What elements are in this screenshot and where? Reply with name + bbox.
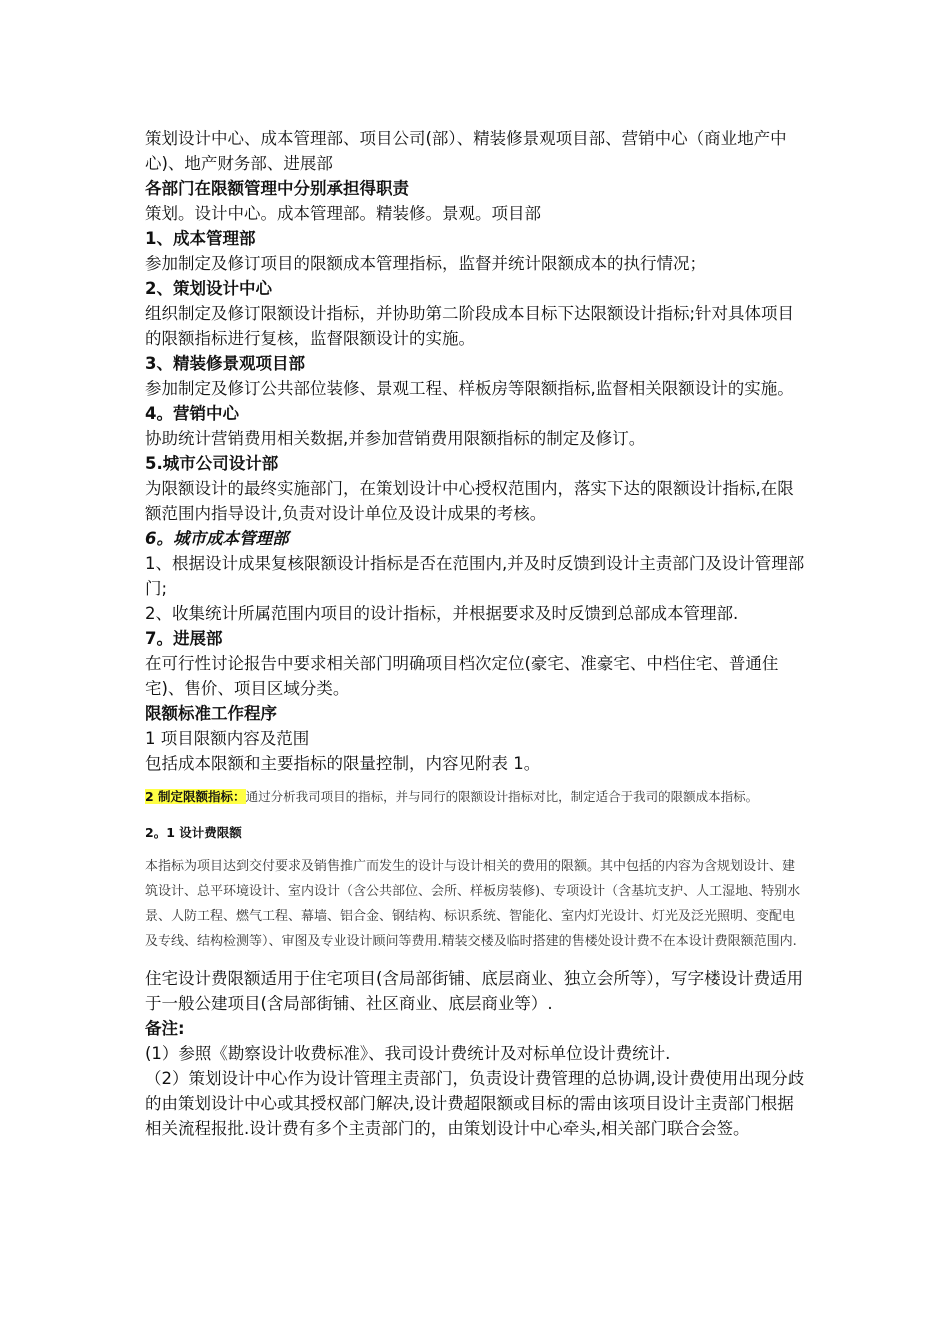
section-heading-planning: 2、策划设计中心 [145, 279, 272, 298]
section-heading-decoration: 3、精装修景观项目部 [145, 354, 305, 373]
set-index-text: 通过分析我司项目的指标，并与同行的限额设计指标对比，制定适合于我司的限额成本指标。 [245, 789, 759, 804]
section-heading-city-cost: 6。城市成本管理部 [145, 529, 289, 548]
procedure-item-1-text: 包括成本限额和主要指标的限量控制，内容见附表 1。 [145, 754, 541, 773]
section-heading-progress: 7。进展部 [145, 629, 223, 648]
departments-paragraph: 策划。设计中心。成本管理部。精装修。景观。项目部 [145, 204, 541, 223]
section-text-city-design: 为限额设计的最终实施部门，在策划设计中心授权范围内，落实下达的限额设计指标,在限额范围内指导设计,负责对设计单位及设计成果的考核。 [145, 479, 794, 523]
set-index-paragraph [145, 786, 805, 808]
note-heading: 备注: [145, 1019, 185, 1038]
document-body [145, 126, 805, 1141]
set-index-label: 2 制定限额指标： [145, 789, 246, 804]
note-item-2: （2）策划设计中心作为设计管理主责部门，负责设计费管理的总协调,设计费使用出现分歧的由策划设计中心或其授权部门解决,设计费超限额或目标的需由该项目设计主责部门根据相关流程报批.设计费有多个主责部门的，由策划设计中心牵头,相关部门联合会签。 [145, 1069, 805, 1138]
section-heading-marketing: 4。营销中心 [145, 404, 239, 423]
procedure-item-1: 1 项目限额内容及范围 [145, 729, 310, 748]
duties-heading: 各部门在限额管理中分别承担得职责 [145, 179, 409, 198]
section-text-decoration: 参加制定及修订公共部位装修、景观工程、样板房等限额指标,监督相关限额设计的实施。 [145, 379, 794, 398]
section-text-marketing: 协助统计营销费用相关数据,并参加营销费用限额指标的制定及修订。 [145, 429, 646, 448]
note-item-1: (1）参照《勘察设计收费标准》、我司设计费统计及对标单位设计费统计. [145, 1044, 671, 1063]
section-text-planning: 组织制定及修订限额设计指标，并协助第二阶段成本目标下达限额设计指标;针对具体项目的限额指标进行复核，监督限额设计的实施。 [145, 304, 795, 348]
procedure-heading: 限额标准工作程序 [145, 704, 277, 723]
residential-fee-paragraph: 住宅设计费限额适用于住宅项目(含局部街铺、底层商业、独立会所等），写字楼设计费适用于一般公建项目(含局部街铺、社区商业、底层商业等）. [145, 969, 804, 1013]
section-heading-cost: 1、成本管理部 [145, 229, 256, 248]
intro-paragraph: 策划设计中心、成本管理部、项目公司(部）、精装修景观项目部、营销中心（商业地产中心)、地产财务部、进展部 [145, 129, 787, 173]
section-heading-city-design: 5.城市公司设计部 [145, 454, 279, 473]
section-text-city-cost-1: 1、根据设计成果复核限额设计指标是否在范围内,并及时反馈到设计主责部门及设计管理部门; [145, 554, 805, 598]
design-fee-paragraph: 本指标为项目达到交付要求及销售推广而发生的设计与设计相关的费用的限额。其中包括的内容为含规划设计、建筑设计、总平环境设计、室内设计（含公共部位、会所、样板房装修)、专项设计（含基坑支护、人工湿地、特别水景、人防工程、燃气工程、幕墙、铝合金、钢结构、标识系统、智能化、室内灯光设计、灯光及泛光照明、变配电及专线、结构检测等）、审图及专业设计顾问等费用.精装交楼及临时搭建的售楼处设计费不在本设计费限额范围内. [145, 859, 801, 949]
section-text-progress: 在可行性讨论报告中要求相关部门明确项目档次定位(豪宅、准豪宅、中档住宅、普通住宅)、售价、项目区域分类。 [145, 654, 779, 698]
section-text-cost: 参加制定及修订项目的限额成本管理指标，监督并统计限额成本的执行情况； [145, 254, 706, 273]
section-text-city-cost-2: 2、收集统计所属范围内项目的设计指标，并根据要求及时反馈到总部成本管理部. [145, 604, 739, 623]
design-fee-heading: 2。1 设计费限额 [145, 825, 242, 840]
